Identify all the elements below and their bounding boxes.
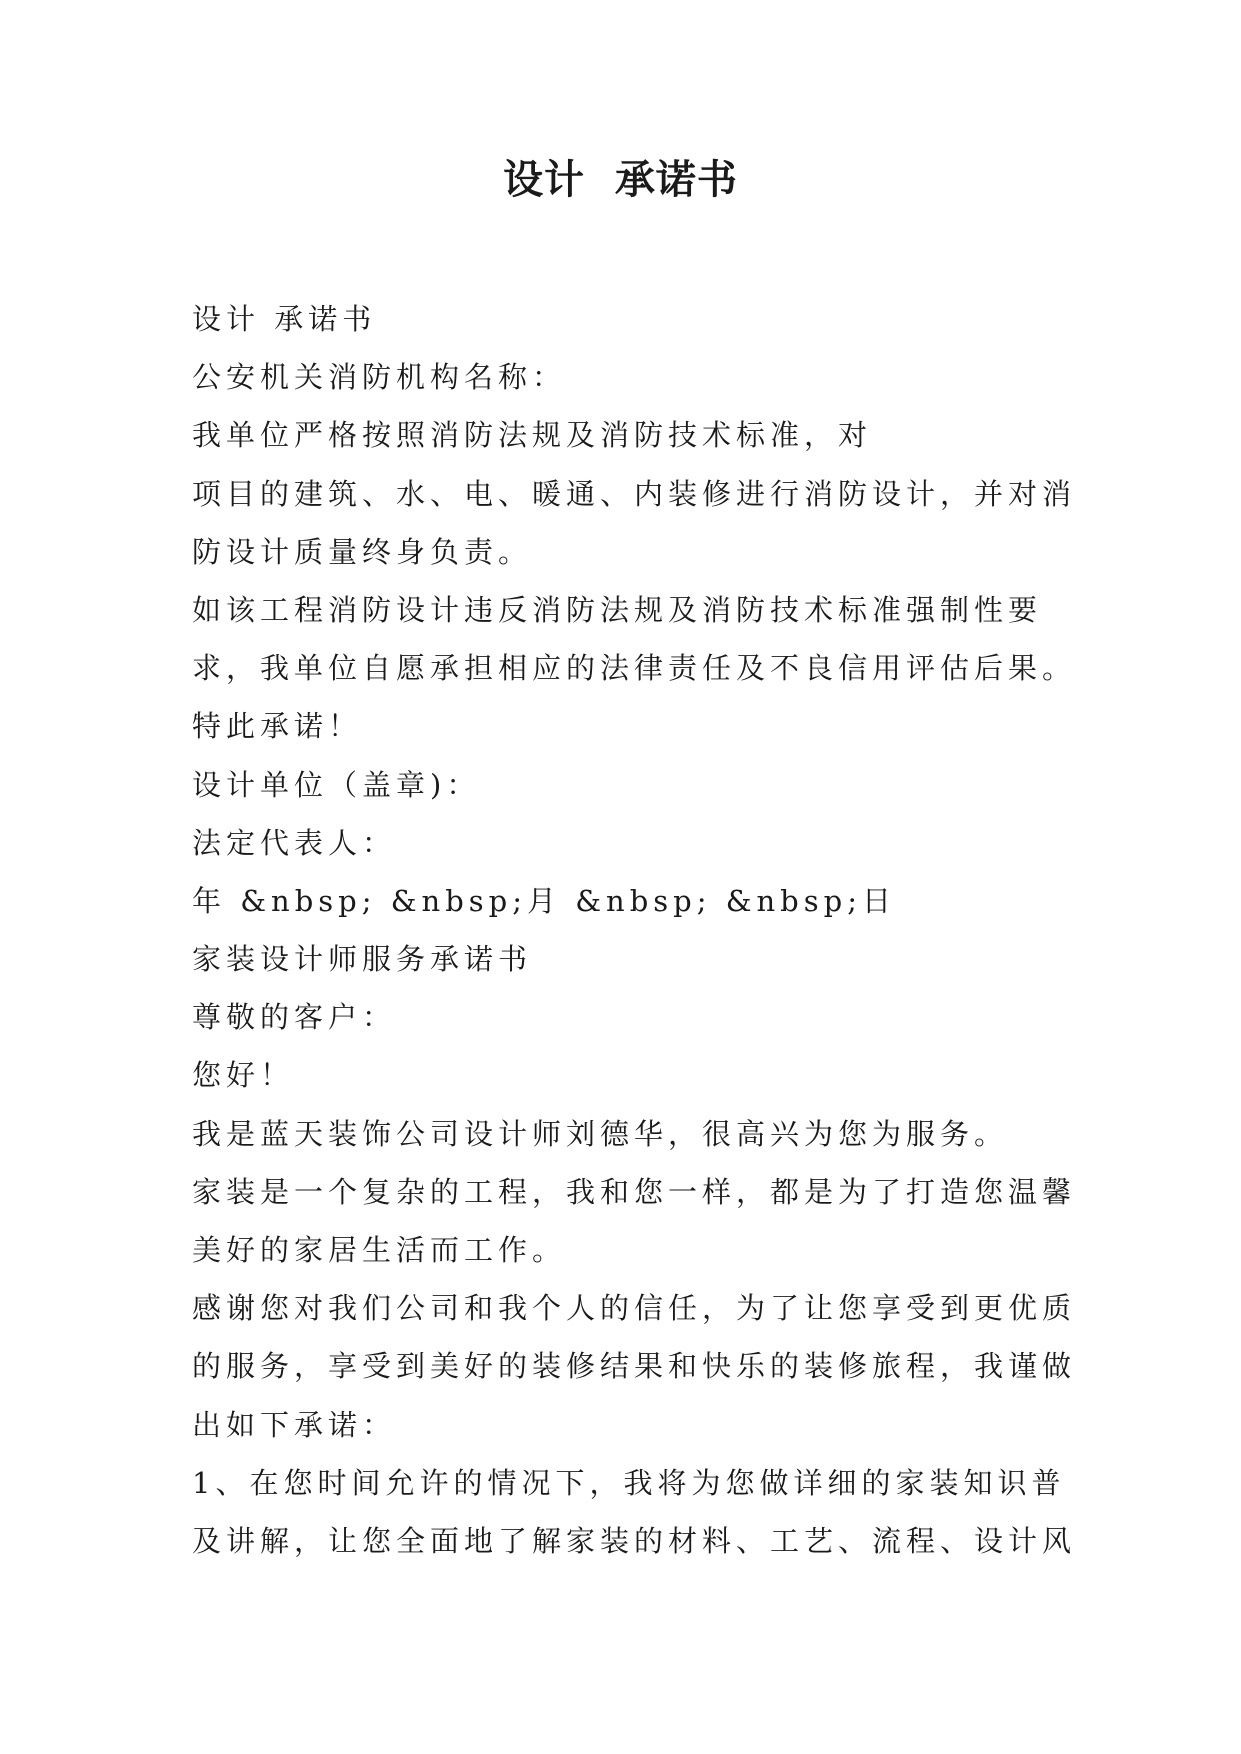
paragraph-line: 1、在您时间允许的情况下，我将为您做详细的家装知识普 <box>192 1465 1066 1500</box>
paragraph-line: 的服务，享受到美好的装修结果和快乐的装修旅程，我谨做 <box>192 1349 1077 1384</box>
paragraph-line: 求，我单位自愿承担相应的法律责任及不良信用评估后果。 <box>192 651 1077 686</box>
paragraph-line: 防设计质量终身负责。 <box>192 534 533 569</box>
paragraph-line: 您好！ <box>192 1058 295 1093</box>
paragraph-line: 特此承诺！ <box>192 709 363 744</box>
paragraph-line: 尊敬的客户： <box>192 1000 397 1035</box>
paragraph-line: 公安机关消防机构名称： <box>192 360 567 395</box>
paragraph-line: 法定代表人： <box>192 825 397 860</box>
paragraph-line: 年 &nbsp; &nbsp;月 &nbsp; &nbsp;日 <box>192 883 896 918</box>
paragraph-line: 项目的建筑、水、电、暖通、内装修进行消防设计，并对消 <box>192 476 1077 511</box>
paragraph-line: 如该工程消防设计违反消防法规及消防技术标准强制性要 <box>192 592 1043 627</box>
paragraph-line: 设计单位（盖章)： <box>192 767 481 802</box>
paragraph-line: 我是蓝天装饰公司设计师刘德华，很高兴为您为服务。 <box>192 1116 1009 1151</box>
paragraph-line: 及讲解，让您全面地了解家装的材料、工艺、流程、设计风 <box>192 1523 1077 1558</box>
paragraph-line: 美好的家居生活而工作。 <box>192 1233 567 1267</box>
paragraph-line: 出如下承诺： <box>192 1407 397 1442</box>
paragraph-line: 我单位严格按照消防法规及消防技术标准，对 <box>192 418 873 453</box>
document-title: 设计 承诺书 <box>503 157 738 203</box>
paragraph-line: 感谢您对我们公司和我个人的信任，为了让您享受到更优质 <box>192 1291 1077 1326</box>
paragraph-line: 家装是一个复杂的工程，我和您一样，都是为了打造您温馨 <box>192 1174 1077 1209</box>
paragraph-line: 设计 承诺书 <box>192 302 377 336</box>
paragraph-line: 家装设计师服务承诺书 <box>192 942 533 977</box>
document-body <box>192 290 1077 1570</box>
